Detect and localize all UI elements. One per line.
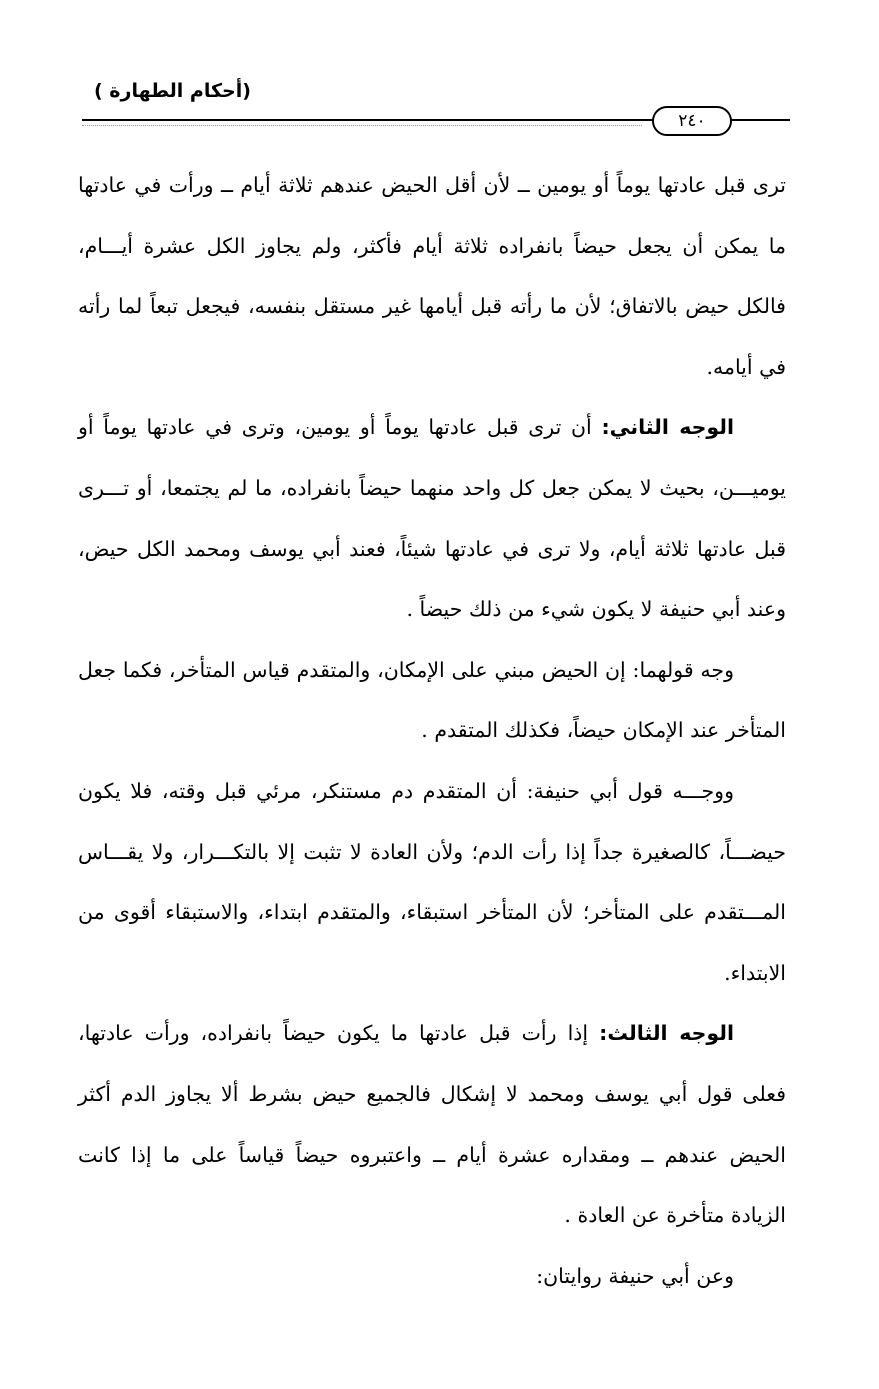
paragraph-4 — [78, 761, 786, 1003]
header-rule-dotted — [82, 125, 642, 126]
paragraph-4-text: ووجـــه قول أبي حنيفة: أن المتقدم دم مستنكر، مرئي قبل وقته، فلا يكون حيضـــاً، كالصغيرة جداً إذا رأت الدم؛ ولأن العادة لا تثبت إلا بالتكـــرار، ولا يقـــاس المـــتقدم على المتأخر؛ لأن المتأخر استبقاء، والمتقدم ابتداء، والاستبقاء أقوى من الابتداء. — [78, 778, 786, 985]
paragraph-3 — [78, 640, 786, 761]
paragraph-6 — [78, 1246, 786, 1307]
paragraph-3-text: وجه قولهما: إن الحيض مبني على الإمكان، والمتقدم قياس المتأخر، فكما جعل المتأخر عند الإمكان حيضاً، فكذلك المتقدم . — [78, 657, 786, 743]
paragraph-5-label: الوجه الثالث: — [599, 1021, 734, 1046]
paragraph-2-label: الوجه الثاني: — [601, 415, 734, 440]
page-number: ٢٤٠ — [652, 106, 732, 136]
paragraph-6-text: وعن أبي حنيفة روايتان: — [536, 1263, 734, 1288]
paragraph-2 — [78, 397, 786, 639]
paragraph-1 — [78, 155, 786, 397]
page-header — [80, 78, 792, 131]
paragraph-5-text: إذا رأت قبل عادتها ما يكون حيضاً بانفراده، ورأت عادتها، فعلى قول أبي يوسف ومحمد لا إشكال فالجميع حيض بشرط ألا يجاوز الدم أكثر الحيض عندهم ــ ومقداره عشرة أيام ــ واعتبروه حيضاً قياساً على ما إذا كانت الزيادة متأخرة عن العادة . — [78, 1021, 786, 1228]
paragraph-5 — [78, 1003, 786, 1245]
body-text — [78, 155, 786, 1306]
paragraph-2-text: أن ترى قبل عادتها يوماً أو يومين، وترى في عادتها يوماً أو يوميـــن، بحيث لا يمكن جعل كل واحد منهما حيضاً بانفراده، ما لم يجتمعا، أو تـــرى قبل عادتها ثلاثة أيام، ولا ترى في عادتها شيئاً، فعند أبي يوسف ومحمد الكل حيض، وعند أبي حنيفة لا يكون شيء من ذلك حيضاً . — [78, 415, 786, 622]
running-title: (أحكام الطهارة ) — [94, 80, 251, 102]
paragraph-1-text: ترى قبل عادتها يوماً أو يومين ــ لأن أقل الحيض عندهم ثلاثة أيام ــ ورأت في عادتها ما يمكن أن يجعل حيضاً بانفراده ثلاثة أيام فأكثر، ولم يجاوز الكل عشرة أيـــام، فالكل حيض بالاتفاق؛ لأن ما رأته قبل أيامها غير مستقل بنفسه، فيجعل تبعاً لما رأته في أيامه. — [78, 173, 786, 379]
